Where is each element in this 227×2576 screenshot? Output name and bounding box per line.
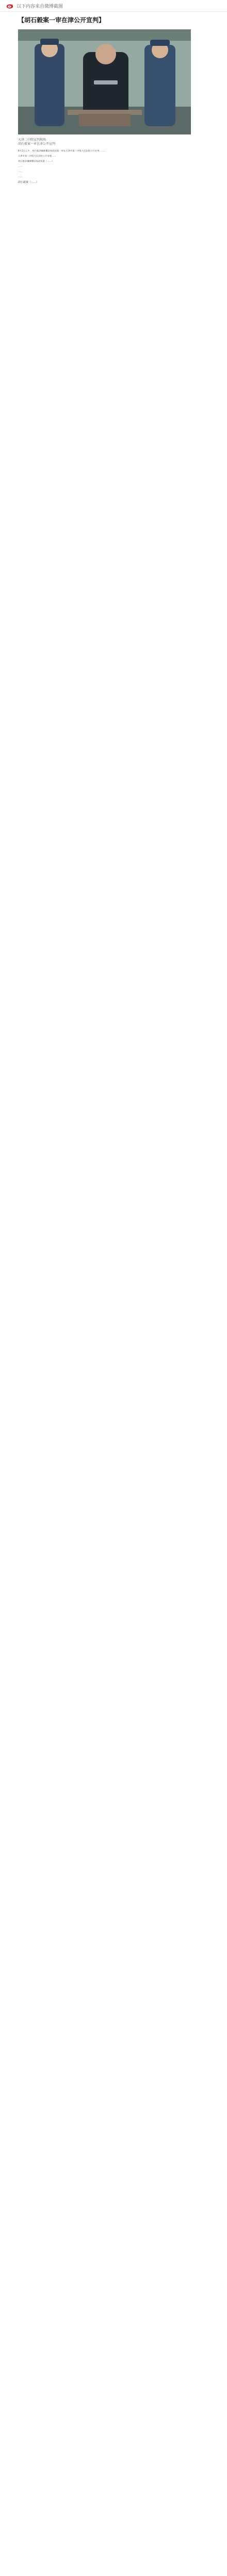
article-paragraph: 胡石毅涉嫌颠覆国家政权案（……） bbox=[18, 159, 54, 162]
article-paragraph: …… bbox=[18, 175, 23, 178]
weibo-icon bbox=[6, 3, 13, 9]
header-text: 以下内容来自微博截图 bbox=[17, 4, 63, 9]
courtroom-photo-image bbox=[18, 29, 191, 134]
article-paragraph: …… bbox=[18, 170, 23, 173]
article-body bbox=[18, 149, 193, 178]
article-paragraph: …… bbox=[18, 164, 23, 167]
courtroom-photo bbox=[18, 29, 191, 134]
header bbox=[0, 0, 227, 12]
article-paragraph: 天津市第二中级人民法院公开审理…… bbox=[18, 154, 56, 157]
photo-caption: 天津二中院宣判现场 胡石毅案一审在津公开宣判 bbox=[18, 138, 56, 146]
article-paragraph: 8月3日上午，胡石毅涉嫌颠覆国家政权案一审在天津市第二中级人民法院公开宣判。…… bbox=[18, 149, 106, 152]
article-title: 【胡石毅案一审在津公开宣判】 bbox=[18, 16, 105, 24]
article-signoff: 胡石毅案（……） bbox=[18, 181, 39, 184]
